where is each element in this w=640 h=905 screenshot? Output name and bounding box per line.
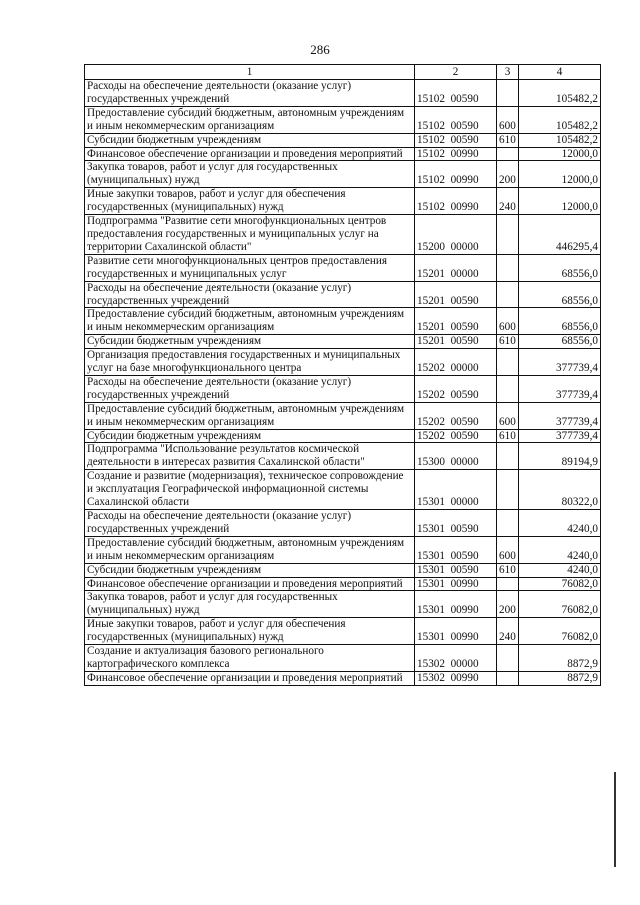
table-row [85, 215, 601, 255]
row-type-cell: 600 [497, 402, 519, 429]
row-name-cell: Развитие сети многофункциональных центров предоставления государственных и муниципальных услуг [85, 254, 415, 281]
column-header-1: 1 [85, 65, 415, 80]
row-name-cell: Предоставление субсидий бюджетным, автономным учреждениям и иным некоммерческим организациям [85, 536, 415, 563]
row-name-cell: Создание и актуализация базового регионального картографического комплекса [85, 645, 415, 672]
row-name-cell: Финансовое обеспечение организации и проведения мероприятий [85, 577, 415, 591]
table-row [85, 591, 601, 618]
row-amount-cell: 377739,4 [519, 349, 601, 376]
row-code-cell: 15301 00590 [415, 536, 497, 563]
table-row [85, 308, 601, 335]
row-name-cell: Предоставление субсидий бюджетным, автономным учреждениям и иным некоммерческим организациям [85, 106, 415, 133]
row-code-cell: 15201 00000 [415, 254, 497, 281]
scan-margin-line [614, 772, 616, 867]
budget-table [84, 64, 601, 686]
row-type-cell [497, 470, 519, 510]
row-name-cell: Расходы на обеспечение деятельности (оказание услуг) государственных учреждений [85, 510, 415, 537]
table-row [85, 671, 601, 685]
row-code-cell: 15202 00590 [415, 429, 497, 443]
row-name-cell: Закупка товаров, работ и услуг для государственных (муниципальных) нужд [85, 161, 415, 188]
row-type-cell: 610 [497, 429, 519, 443]
row-name-cell: Финансовое обеспечение организации и проведения мероприятий [85, 671, 415, 685]
row-amount-cell: 377739,4 [519, 402, 601, 429]
row-amount-cell: 105482,2 [519, 80, 601, 107]
row-name-cell: Создание и развитие (модернизация), техническое сопровождение и эксплуатация Географической информационной системы Сахалинской области [85, 470, 415, 510]
row-code-cell: 15201 00590 [415, 281, 497, 308]
row-code-cell: 15102 00990 [415, 188, 497, 215]
table-row [85, 147, 601, 161]
row-amount-cell: 12000,0 [519, 161, 601, 188]
table-row [85, 577, 601, 591]
table-row [85, 254, 601, 281]
row-amount-cell: 446295,4 [519, 215, 601, 255]
row-code-cell: 15202 00590 [415, 375, 497, 402]
row-type-cell [497, 281, 519, 308]
row-code-cell: 15301 00990 [415, 577, 497, 591]
table-row [85, 536, 601, 563]
row-name-cell: Субсидии бюджетным учреждениям [85, 335, 415, 349]
row-amount-cell: 4240,0 [519, 563, 601, 577]
table-row [85, 402, 601, 429]
row-name-cell: Финансовое обеспечение организации и проведения мероприятий [85, 147, 415, 161]
row-code-cell: 15200 00000 [415, 215, 497, 255]
row-name-cell: Субсидии бюджетным учреждениям [85, 133, 415, 147]
row-code-cell: 15302 00000 [415, 645, 497, 672]
row-type-cell [497, 645, 519, 672]
row-type-cell [497, 510, 519, 537]
row-code-cell: 15301 00590 [415, 563, 497, 577]
row-type-cell: 600 [497, 106, 519, 133]
row-code-cell: 15201 00590 [415, 308, 497, 335]
row-code-cell: 15300 00000 [415, 443, 497, 470]
row-name-cell: Расходы на обеспечение деятельности (оказание услуг) государственных учреждений [85, 375, 415, 402]
row-code-cell: 15102 00990 [415, 147, 497, 161]
row-name-cell: Подпрограмма "Развитие сети многофункциональных центров предоставления государственных и муниципальных услуг на территории Сахалинской области" [85, 215, 415, 255]
row-type-cell: 200 [497, 161, 519, 188]
row-amount-cell: 105482,2 [519, 133, 601, 147]
row-amount-cell: 8872,9 [519, 671, 601, 685]
row-code-cell: 15102 00590 [415, 133, 497, 147]
table-row [85, 349, 601, 376]
row-code-cell: 15202 00000 [415, 349, 497, 376]
row-code-cell: 15301 00000 [415, 470, 497, 510]
table-row [85, 429, 601, 443]
row-code-cell: 15301 00990 [415, 591, 497, 618]
row-amount-cell: 4240,0 [519, 536, 601, 563]
row-code-cell: 15102 00590 [415, 80, 497, 107]
table-row [85, 161, 601, 188]
row-type-cell: 610 [497, 133, 519, 147]
row-type-cell: 610 [497, 335, 519, 349]
row-amount-cell: 68556,0 [519, 281, 601, 308]
table-row [85, 375, 601, 402]
row-type-cell: 200 [497, 591, 519, 618]
row-type-cell [497, 215, 519, 255]
header-row [85, 65, 601, 80]
row-amount-cell: 12000,0 [519, 147, 601, 161]
table-row [85, 510, 601, 537]
row-type-cell: 240 [497, 188, 519, 215]
row-code-cell: 15202 00590 [415, 402, 497, 429]
row-code-cell: 15102 00990 [415, 161, 497, 188]
row-type-cell: 610 [497, 563, 519, 577]
row-type-cell: 600 [497, 308, 519, 335]
row-amount-cell: 76082,0 [519, 618, 601, 645]
row-amount-cell: 68556,0 [519, 335, 601, 349]
row-type-cell [497, 375, 519, 402]
row-amount-cell: 377739,4 [519, 429, 601, 443]
row-code-cell: 15302 00990 [415, 671, 497, 685]
row-amount-cell: 76082,0 [519, 591, 601, 618]
row-type-cell [497, 443, 519, 470]
row-type-cell [497, 254, 519, 281]
table-row [85, 106, 601, 133]
row-amount-cell: 68556,0 [519, 308, 601, 335]
row-amount-cell: 105482,2 [519, 106, 601, 133]
column-header-3: 3 [497, 65, 519, 80]
row-code-cell: 15301 00590 [415, 510, 497, 537]
row-type-cell [497, 349, 519, 376]
row-name-cell: Закупка товаров, работ и услуг для государственных (муниципальных) нужд [85, 591, 415, 618]
table-row [85, 470, 601, 510]
row-type-cell [497, 147, 519, 161]
table-row [85, 563, 601, 577]
row-name-cell: Расходы на обеспечение деятельности (оказание услуг) государственных учреждений [85, 80, 415, 107]
row-amount-cell: 89194,9 [519, 443, 601, 470]
row-name-cell: Субсидии бюджетным учреждениям [85, 429, 415, 443]
row-name-cell: Иные закупки товаров, работ и услуг для обеспечения государственных (муниципальных) нужд [85, 618, 415, 645]
row-type-cell [497, 80, 519, 107]
row-name-cell: Организация предоставления государственных и муниципальных услуг на базе многофункционального центра [85, 349, 415, 376]
table-row [85, 618, 601, 645]
table-row [85, 188, 601, 215]
row-amount-cell: 4240,0 [519, 510, 601, 537]
row-type-cell: 600 [497, 536, 519, 563]
row-type-cell [497, 577, 519, 591]
page-number: 286 [310, 42, 330, 57]
row-code-cell: 15301 00990 [415, 618, 497, 645]
table-row [85, 281, 601, 308]
row-amount-cell: 12000,0 [519, 188, 601, 215]
row-name-cell: Иные закупки товаров, работ и услуг для обеспечения государственных (муниципальных) нужд [85, 188, 415, 215]
table-row [85, 443, 601, 470]
row-name-cell: Подпрограмма "Использование результатов космической деятельности в интересах развития Сахалинской области" [85, 443, 415, 470]
row-amount-cell: 76082,0 [519, 577, 601, 591]
table-row [85, 335, 601, 349]
row-name-cell: Субсидии бюджетным учреждениям [85, 563, 415, 577]
column-header-2: 2 [415, 65, 497, 80]
row-code-cell: 15102 00590 [415, 106, 497, 133]
table-row [85, 645, 601, 672]
row-amount-cell: 377739,4 [519, 375, 601, 402]
row-name-cell: Расходы на обеспечение деятельности (оказание услуг) государственных учреждений [85, 281, 415, 308]
row-code-cell: 15201 00590 [415, 335, 497, 349]
table-row [85, 133, 601, 147]
column-header-4: 4 [519, 65, 601, 80]
row-amount-cell: 8872,9 [519, 645, 601, 672]
row-name-cell: Предоставление субсидий бюджетным, автономным учреждениям и иным некоммерческим организациям [85, 402, 415, 429]
row-type-cell: 240 [497, 618, 519, 645]
table-row [85, 80, 601, 107]
row-amount-cell: 68556,0 [519, 254, 601, 281]
row-amount-cell: 80322,0 [519, 470, 601, 510]
row-type-cell [497, 671, 519, 685]
row-name-cell: Предоставление субсидий бюджетным, автономным учреждениям и иным некоммерческим организациям [85, 308, 415, 335]
